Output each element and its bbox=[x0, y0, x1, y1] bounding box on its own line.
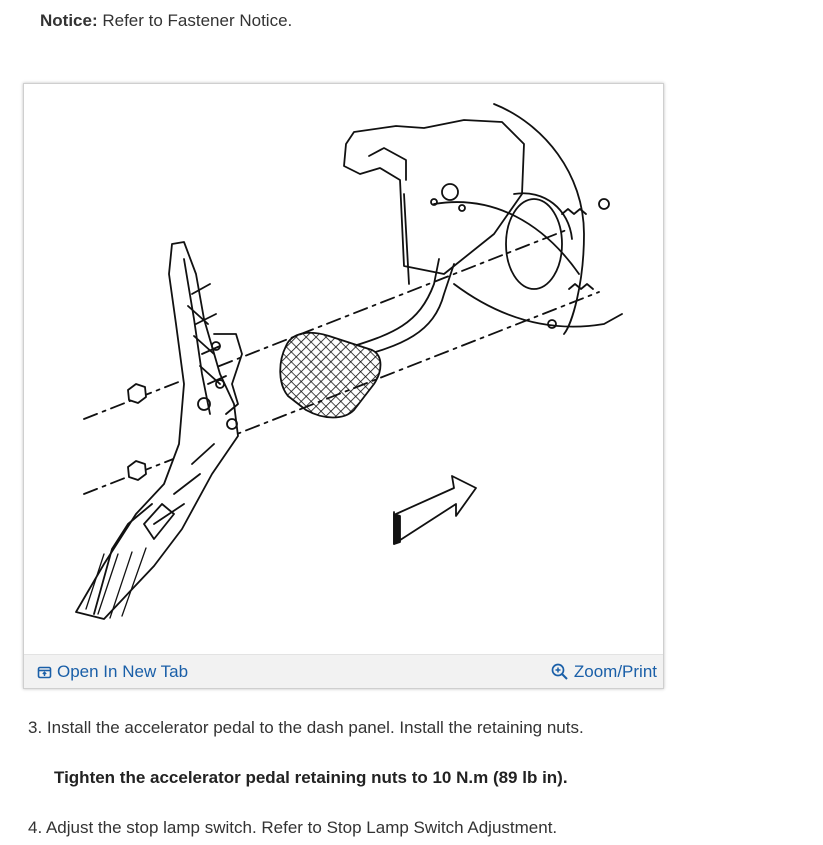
step-4-text: 4. Adjust the stop lamp switch. Refer to Stop Lamp Switch Adjustment. bbox=[28, 818, 558, 837]
zoom-print-link[interactable] bbox=[551, 662, 657, 682]
step-3-text: 3. Install the accelerator pedal to the dash panel. Install the retaining nuts. bbox=[28, 718, 584, 737]
figure-panel bbox=[23, 83, 664, 689]
open-in-new-tab-label: Open In New Tab bbox=[57, 662, 189, 681]
torque-specification: Tighten the accelerator pedal retaining nuts to 10 N.m (89 lb in). bbox=[54, 768, 568, 787]
open-tab-icon bbox=[37, 665, 52, 680]
notice-label: Notice: bbox=[40, 11, 98, 30]
open-in-new-tab-link[interactable] bbox=[37, 662, 188, 682]
figure-toolbar bbox=[24, 654, 663, 688]
notice-text: Refer to Fastener Notice. bbox=[97, 11, 293, 30]
zoom-icon bbox=[551, 663, 569, 681]
accelerator-pedal-diagram bbox=[24, 84, 663, 656]
fastener-notice bbox=[40, 11, 292, 31]
zoom-print-label: Zoom/Print bbox=[573, 662, 657, 681]
